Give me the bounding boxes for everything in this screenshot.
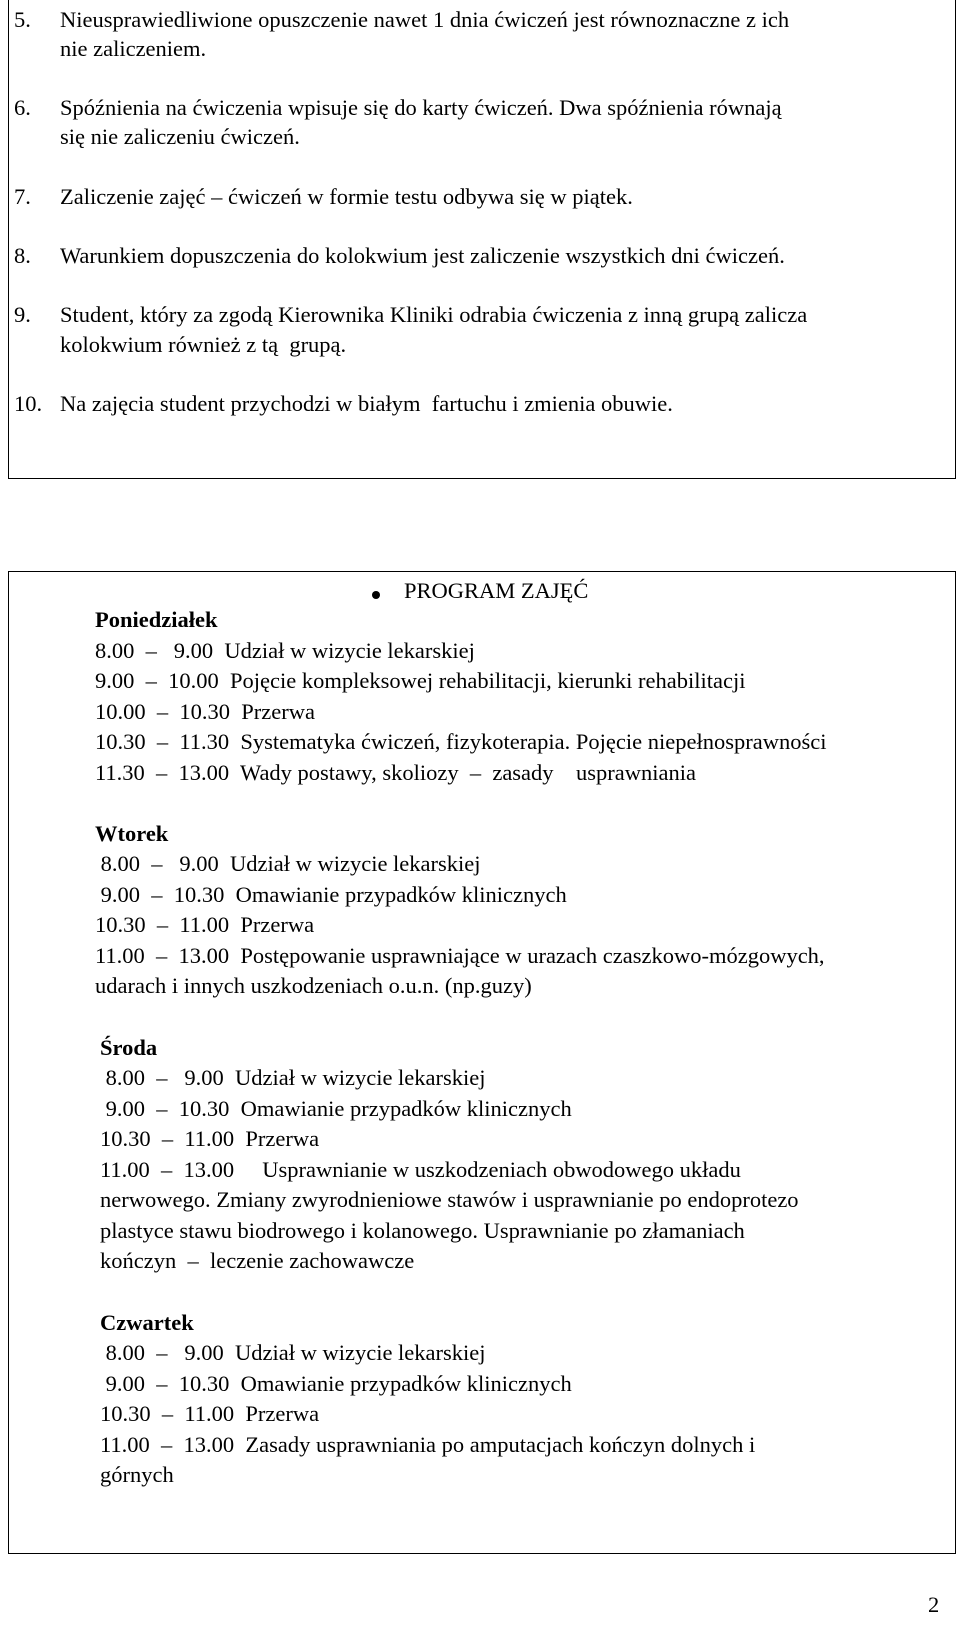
schedule-line: 10.30 – 11.30 Systematyka ćwiczeń, fizykoterapia. Pojęcie niepełnosprawności	[95, 729, 827, 754]
schedule-line: 8.00 – 9.00 Udział w wizycie lekarskiej	[100, 1340, 486, 1365]
schedule-line: kończyn – leczenie zachowawcze	[100, 1248, 415, 1273]
rule-number: 8.	[14, 243, 31, 268]
schedule-line: 10.00 – 10.30 Przerwa	[95, 699, 315, 724]
schedule-line: 11.00 – 13.00 Zasady usprawniania po amputacjach kończyn dolnych i	[100, 1432, 756, 1457]
schedule-line: górnych	[100, 1462, 174, 1487]
day-heading: Środa	[100, 1035, 158, 1060]
rule-text: Nieusprawiedliwione opuszczenie nawet 1 dnia ćwiczeń jest równoznaczne z ich	[60, 7, 790, 32]
schedule-line: 11.00 – 13.00 Usprawnianie w uszkodzeniach obwodowego układu	[100, 1157, 741, 1182]
schedule-line: 10.30 – 11.00 Przerwa	[100, 1401, 320, 1426]
day-heading: Wtorek	[95, 821, 169, 846]
schedule-line: udarach i innych uszkodzeniach o.u.n. (np.guzy)	[95, 973, 532, 998]
schedule-line: 10.30 – 11.00 Przerwa	[95, 912, 315, 937]
rule-text: się nie zaliczeniu ćwiczeń.	[60, 124, 300, 149]
rule-text: Zaliczenie zajęć – ćwiczeń w formie testu odbywa się w piątek.	[60, 184, 633, 209]
rule-text: Warunkiem dopuszczenia do kolokwium jest zaliczenie wszystkich dni ćwiczeń.	[60, 243, 785, 268]
bullet-icon	[372, 591, 380, 599]
rule-number: 6.	[14, 95, 31, 120]
rule-text: Spóźnienia na ćwiczenia wpisuje się do karty ćwiczeń. Dwa spóźnienia równają	[60, 95, 782, 120]
schedule-line: 9.00 – 10.30 Omawianie przypadków klinicznych	[100, 1096, 572, 1121]
day-heading: Poniedziałek	[95, 607, 218, 632]
schedule-line: 8.00 – 9.00 Udział w wizycie lekarskiej	[100, 1065, 486, 1090]
schedule-line: 8.00 – 9.00 Udział w wizycie lekarskiej	[95, 638, 475, 663]
schedule-line: 8.00 – 9.00 Udział w wizycie lekarskiej	[95, 851, 481, 876]
schedule-line: 9.00 – 10.00 Pojęcie kompleksowej rehabilitacji, kierunki rehabilitacji	[95, 668, 746, 693]
schedule-line: 11.00 – 13.00 Postępowanie usprawniające w urazach czaszkowo-mózgowych,	[95, 943, 825, 968]
schedule-line: 10.30 – 11.00 Przerwa	[100, 1126, 320, 1151]
schedule-line: 9.00 – 10.30 Omawianie przypadków klinicznych	[95, 882, 567, 907]
rule-text: Na zajęcia student przychodzi w białym fartuchu i zmienia obuwie.	[60, 391, 673, 416]
program-title: PROGRAM ZAJĘĆ	[404, 578, 589, 603]
day-heading: Czwartek	[100, 1310, 194, 1335]
schedule-line: 9.00 – 10.30 Omawianie przypadków klinicznych	[100, 1371, 572, 1396]
rule-number: 7.	[14, 184, 31, 209]
rule-number: 9.	[14, 302, 31, 327]
rule-text: Student, który za zgodą Kierownika Kliniki odrabia ćwiczenia z inną grupą zalicza	[60, 302, 808, 327]
rule-number: 5.	[14, 7, 31, 32]
rule-text: nie zaliczeniem.	[60, 36, 207, 61]
rule-number: 10.	[14, 391, 43, 416]
schedule-line: 11.30 – 13.00 Wady postawy, skoliozy – zasady usprawniania	[95, 760, 697, 785]
page-number: 2	[928, 1592, 940, 1617]
schedule-line: nerwowego. Zmiany zwyrodnieniowe stawów i usprawnianie po endoprotezo	[100, 1187, 799, 1212]
rule-text: kolokwium również z tą grupą.	[60, 332, 347, 357]
schedule-line: plastyce stawu biodrowego i kolanowego. Usprawnianie po złamaniach	[100, 1218, 745, 1243]
